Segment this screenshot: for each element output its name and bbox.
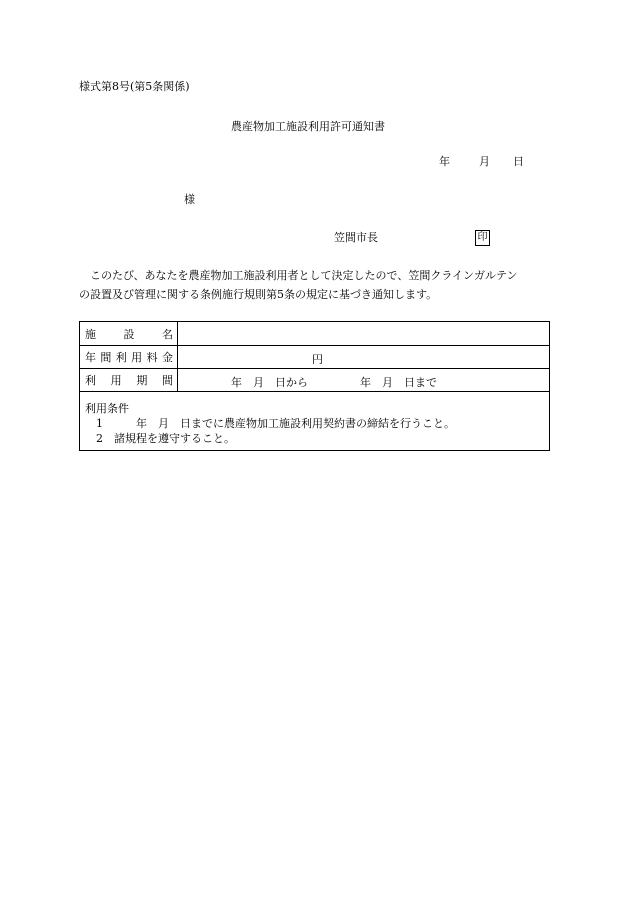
- date-year: 年: [439, 155, 450, 168]
- condition-item-1: 1 年 月 日までに農産物加工施設利用契約書の締結を行うこと。: [96, 417, 455, 430]
- document-title: 農産物加工施設利用許可通知書: [231, 120, 385, 133]
- body-line-2: の設置及び管理に関する条例施行規則第5条の規定に基づき通知します。: [79, 288, 438, 301]
- period-to: 年 月 日まで: [360, 376, 437, 389]
- body-line-1: このたび、あなたを農産物加工施設利用者として決定したので、笠間クラインガルテン: [90, 269, 518, 282]
- issuer-name: 笠間市長: [334, 231, 378, 244]
- body-text: [79, 266, 554, 304]
- value-usage-period: [178, 368, 549, 391]
- table-row-fee: [80, 345, 549, 369]
- yen-unit: 円: [312, 353, 323, 366]
- date-month: 月: [479, 155, 490, 168]
- notice-table: [79, 321, 550, 451]
- usage-conditions: [85, 401, 455, 446]
- table-row-period: [80, 368, 549, 392]
- form-number: 様式第8号(第5条関係): [79, 80, 190, 93]
- addressee-suffix: 様: [184, 193, 195, 206]
- date-day: 日: [513, 155, 524, 168]
- value-annual-fee: [178, 345, 549, 368]
- label-facility-name: 施 設 名: [80, 322, 178, 345]
- table-row-facility: [80, 322, 549, 346]
- label-usage-period: 利 用 期 間: [80, 368, 178, 391]
- date-line: [439, 156, 524, 167]
- value-facility-name: [178, 322, 549, 345]
- conditions-title: 利用条件: [85, 402, 129, 415]
- seal-stamp: 印: [475, 230, 490, 246]
- condition-item-2: 2 諸規程を遵守すること。: [96, 432, 235, 445]
- period-from: 年 月 日から: [231, 376, 308, 389]
- label-annual-fee: 年 間 利 用 料 金: [80, 345, 178, 368]
